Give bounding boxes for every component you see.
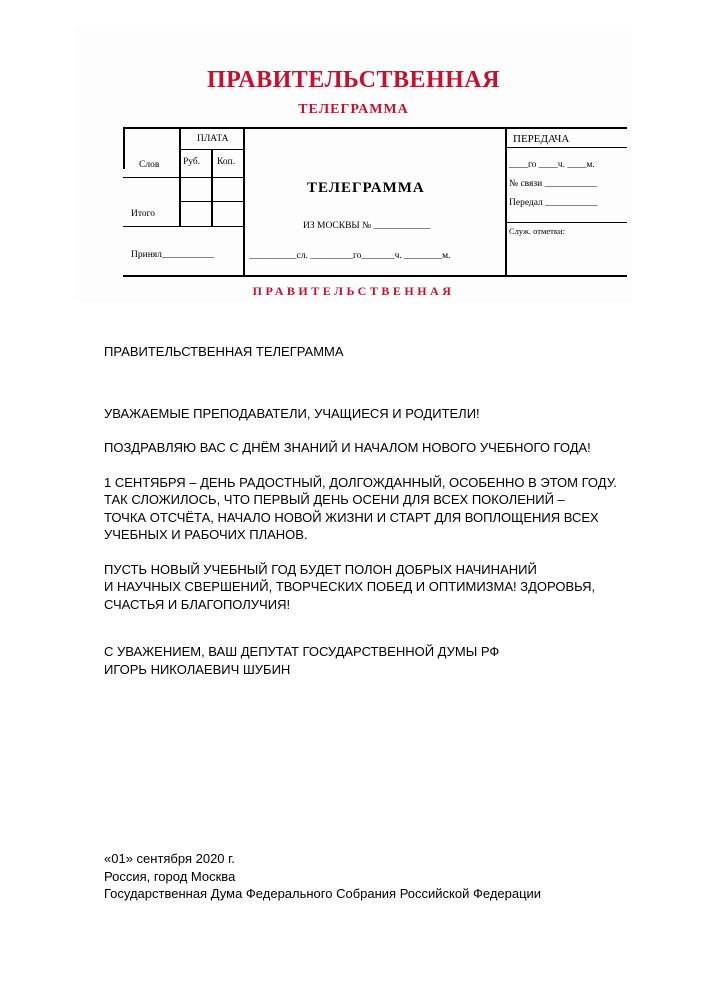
form-peredal-line: Передал ___________ [509,198,598,208]
form-prinyal-label: Принял___________ [131,250,215,260]
letter-paragraph-1 [104,474,664,544]
footer-date: «01» сентября 2020 г. [104,851,235,866]
letter-body [104,343,664,678]
form-bottom-label: ПРАВИТЕЛЬСТВЕННАЯ [252,284,455,298]
form-kop-label: Коп. [217,157,236,167]
letter-line: УЧЕБНЫХ И РАБОЧИХ ПЛАНОВ. [104,527,308,542]
form-svyaz-line: № связи ___________ [509,179,597,189]
letter-heading: ПРАВИТЕЛЬСТВЕННАЯ ТЕЛЕГРАММА [104,344,344,359]
letter-line: 1 СЕНТЯБРЯ – ДЕНЬ РАДОСТНЫЙ, ДОЛГОЖДАННЫЙ, ОСОБЕННО В ЭТОМ ГОДУ. [104,474,617,490]
footer-org: Государственная Дума Федерального Собрания Российской Федерации [104,886,542,901]
letter-signature [104,643,664,678]
letter-footer [104,850,664,903]
form-line [505,222,627,223]
form-line [505,127,507,277]
form-line [179,201,245,202]
form-line [505,147,627,148]
letter-greeting: УВАЖАЕМЫЕ ПРЕПОДАВАТЕЛИ, УЧАЩИЕСЯ И РОДИТЕЛИ! [104,405,480,421]
form-rub-label: Руб. [183,157,201,167]
form-title: ПРАВИТЕЛЬСТВЕННАЯ [207,67,500,93]
form-line [179,149,245,150]
letter-line: ТАК СЛОЖИЛОСЬ, ЧТО ПЕРВЫЙ ДЕНЬ ОСЕНИ ДЛЯ ВСЕХ ПОКОЛЕНИЙ – [104,492,565,507]
form-line [123,226,245,227]
form-peredacha-label: ПЕРЕДАЧА [513,133,570,145]
form-bottom-line: __________сл. _________го_______ч. ________м. [249,251,451,261]
form-line [123,275,627,277]
footer-place: Россия, город Москва [104,868,236,884]
form-line [123,177,245,178]
form-plata-label: ПЛАТА [197,134,229,144]
form-itogo-label: Итого [131,209,156,219]
form-line [505,127,627,129]
form-subtitle: ТЕЛЕГРАММА [298,102,409,117]
letter-line: СЧАСТЬЯ И БЛАГОПОЛУЧИЯ! [104,596,291,612]
form-iz-moskvy: ИЗ МОСКВЫ № ____________ [303,221,431,231]
letter-line: И НАУЧНЫХ СВЕРШЕНИЙ, ТВОРЧЕСКИХ ПОБЕД И ОПТИМИЗМА! ЗДОРОВЬЯ, [104,579,596,594]
signature-line: С УВАЖЕНИЕМ, ВАШ ДЕПУТАТ ГОСУДАРСТВЕННОЙ ДУМЫ РФ [104,644,500,659]
form-sluzh-label: Служ. отметки: [509,226,565,236]
letter-line: ПУСТЬ НОВЫЙ УЧЕБНЫЙ ГОД БУДЕТ ПОЛОН ДОБРЫХ НАЧИНАНИЙ [104,561,537,577]
form-center-title: ТЕЛЕГРАММА [307,180,425,196]
telegram-form-image [75,29,632,302]
letter-paragraph-2 [104,561,664,614]
form-line [123,127,125,169]
signature-line: ИГОРЬ НИКОЛАЕВИЧ ШУБИН [104,661,291,677]
form-line [211,149,213,227]
form-slov-label: Слов [139,160,160,170]
letter-line: ТОЧКА ОТСЧЁТА, НАЧАЛО НОВОЙ ЖИЗНИ И СТАРТ ДЛЯ ВОПЛОЩЕНИЯ ВСЕХ [104,509,599,525]
form-time-line: ____го ____ч. ____м. [509,160,595,170]
letter-congrats: ПОЗДРАВЛЯЮ ВАС С ДНЁМ ЗНАНИЙ И НАЧАЛОМ НОВОГО УЧЕБНОГО ГОДА! [104,440,591,455]
